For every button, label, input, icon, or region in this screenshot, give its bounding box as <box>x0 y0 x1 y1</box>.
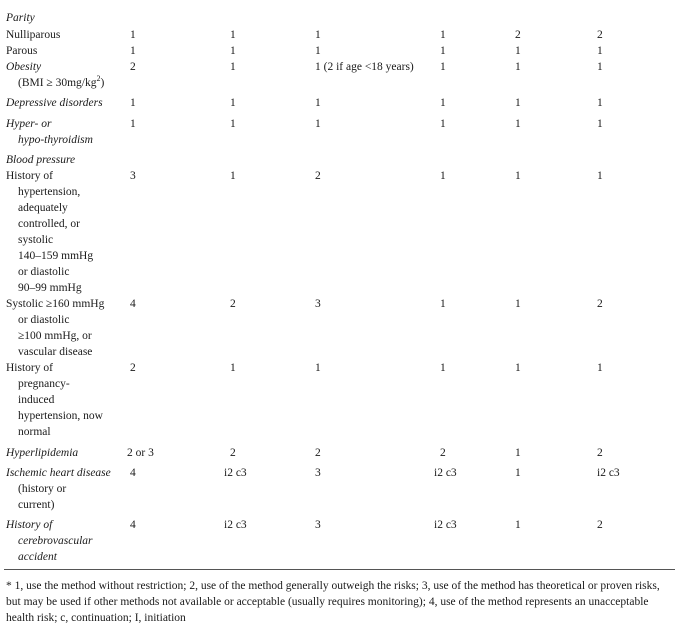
row-label-continued: controlled, or <box>18 218 80 230</box>
row-label-continued: current) <box>18 499 55 511</box>
row-label: History of <box>6 362 53 374</box>
value-cell: 1 <box>315 362 321 374</box>
value-cell: 1 <box>597 362 603 374</box>
value-cell: 1 <box>230 97 236 109</box>
value-cell: 1 <box>440 97 446 109</box>
value-cell: 1 <box>515 447 521 459</box>
value-cell: 1 <box>597 118 603 130</box>
value-cell: 1 (2 if age <18 years) <box>315 61 414 73</box>
value-cell: 2 or 3 <box>127 447 154 459</box>
value-cell: 1 <box>440 118 446 130</box>
value-cell: 2 <box>130 61 136 73</box>
row-label: History of <box>6 170 53 182</box>
value-cell: 3 <box>315 298 321 310</box>
value-cell: 1 <box>597 45 603 57</box>
value-cell: 1 <box>315 45 321 57</box>
value-cell: 1 <box>440 61 446 73</box>
value-cell: i2 c3 <box>434 519 457 531</box>
value-cell: 1 <box>315 29 321 41</box>
row-sublabel: $(BMI \ge 30mg/kg^2)$ <box>18 74 105 89</box>
value-cell: 2 <box>515 29 521 41</box>
value-cell: 1 <box>130 29 136 41</box>
value-cell: 1 <box>597 61 603 73</box>
row-label-continued: systolic <box>18 234 54 246</box>
value-cell: 1 <box>230 61 236 73</box>
value-cell: 4 <box>130 298 136 310</box>
row-label: Hyper- or <box>6 118 52 130</box>
row-label: Depressive disorders <box>6 97 103 109</box>
section-blood-pressure: Blood pressure <box>6 154 76 166</box>
value-cell: i2 c3 <box>224 467 247 479</box>
row-label-continued: 140–159 mmHg <box>18 250 94 262</box>
value-cell: 1 <box>597 97 603 109</box>
table-footnote: * 1, use the method without restriction; 2, use of the method generally outweigh the risks; 3, use of the method has theoretical or proven risks, but may be used if other methods not available or acceptable (usually requires monitoring); 4, use of the method represents an unacceptable health risk; c, continuation; I, initiation <box>6 580 660 624</box>
value-cell: 1 <box>515 467 521 479</box>
row-label-continued: cerebrovascular <box>18 535 93 547</box>
row-label: Obesity <box>6 61 42 73</box>
value-cell: 2 <box>130 362 136 374</box>
row-label: Hyperlipidemia <box>6 447 79 459</box>
value-cell: 1 <box>440 45 446 57</box>
value-cell: 1 <box>130 97 136 109</box>
row-label: Systolic ≥160 mmHg <box>6 298 105 310</box>
row-label: Nulliparous <box>6 29 61 41</box>
value-cell: i2 c3 <box>434 467 457 479</box>
row-label-continued: vascular disease <box>18 346 93 358</box>
value-cell: 2 <box>315 170 321 182</box>
value-cell: 4 <box>130 519 136 531</box>
row-label-continued: hypo-thyroidism <box>18 134 93 146</box>
row-label-continued: adequately <box>18 202 68 214</box>
value-cell: i2 c3 <box>597 467 620 479</box>
value-cell: 3 <box>315 467 321 479</box>
value-cell: 1 <box>230 362 236 374</box>
value-cell: 1 <box>440 170 446 182</box>
value-cell: 2 <box>230 298 236 310</box>
row-label-continued: induced <box>18 394 55 406</box>
row-label-continued: ≥100 mmHg, or <box>18 330 92 342</box>
row-label-continued: hypertension, now <box>18 410 103 422</box>
value-cell: 1 <box>515 45 521 57</box>
row-label-continued: accident <box>18 551 57 563</box>
value-cell: 2 <box>597 298 603 310</box>
value-cell: 3 <box>315 519 321 531</box>
value-cell: 2 <box>315 447 321 459</box>
value-cell: 1 <box>515 61 521 73</box>
value-cell: 2 <box>597 519 603 531</box>
value-cell: 1 <box>130 118 136 130</box>
row-label: History of <box>6 519 53 531</box>
value-cell: 1 <box>315 97 321 109</box>
value-cell: 3 <box>130 170 136 182</box>
value-cell: 1 <box>440 29 446 41</box>
row-label-continued: (history or <box>18 483 67 495</box>
value-cell: 1 <box>597 170 603 182</box>
value-cell: 2 <box>230 447 236 459</box>
value-cell: 4 <box>130 467 136 479</box>
section-parity: Parity <box>6 12 35 24</box>
value-cell: 1 <box>515 170 521 182</box>
value-cell: 1 <box>315 118 321 130</box>
value-cell: 1 <box>130 45 136 57</box>
value-cell: 1 <box>230 118 236 130</box>
row-label-continued: normal <box>18 426 51 438</box>
value-cell: 1 <box>440 298 446 310</box>
row-label-continued: or diastolic <box>18 266 70 278</box>
row-label-continued: 90–99 mmHg <box>18 282 82 294</box>
row-label-continued: pregnancy- <box>18 378 70 390</box>
row-label-continued: or diastolic <box>18 314 70 326</box>
value-cell: 2 <box>597 29 603 41</box>
value-cell: 1 <box>515 519 521 531</box>
row-label: Ischemic heart disease <box>6 467 111 479</box>
value-cell: 1 <box>230 45 236 57</box>
value-cell: i2 c3 <box>224 519 247 531</box>
value-cell: 2 <box>597 447 603 459</box>
row-label: Parous <box>6 45 38 57</box>
value-cell: 1 <box>440 362 446 374</box>
value-cell: 1 <box>515 362 521 374</box>
value-cell: 1 <box>515 118 521 130</box>
value-cell: 1 <box>515 298 521 310</box>
value-cell: 1 <box>230 170 236 182</box>
value-cell: 1 <box>230 29 236 41</box>
value-cell: 1 <box>515 97 521 109</box>
value-cell: 2 <box>440 447 446 459</box>
row-label-continued: hypertension, <box>18 186 81 198</box>
table-bottom-rule <box>4 569 675 570</box>
